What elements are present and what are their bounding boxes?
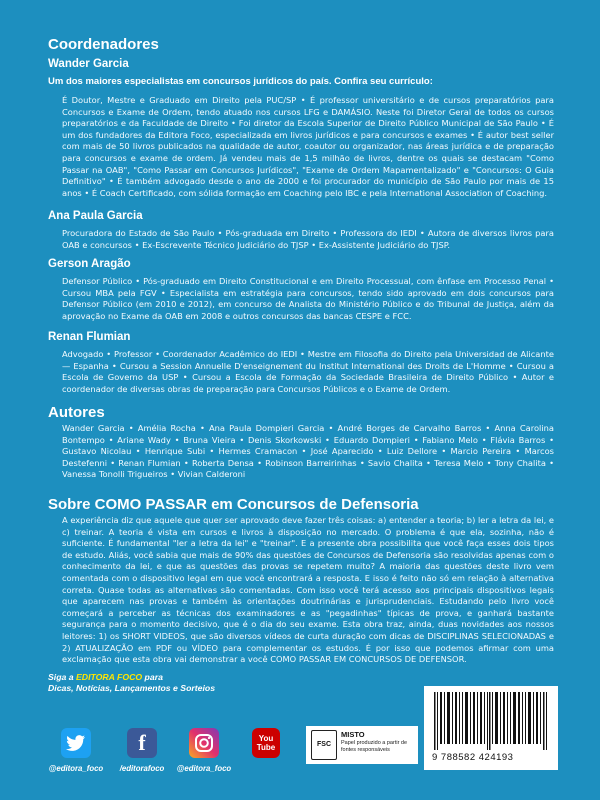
fsc-label <box>306 726 418 764</box>
youtube-icon[interactable] <box>252 728 280 758</box>
twitter-icon[interactable] <box>61 728 91 758</box>
twitter-handle: @editora_foco <box>48 764 104 773</box>
gerson-bio: Defensor Público • Pós-graduado em Direito Constitucional e em Direito Processual, com ênfase em Processo Penal • Cursou MBA pela FGV • Especialista em estratégia para concursos, tendo sido aprovado em dois concursos para Defensor Público (em 2010 e 2012), em concurso de Analista do Ministério Público e do Tribunal de Justiça, além da aprovação no Exame da OAB em 2008 e outros concursos das bancas CESPE e FCC. <box>62 276 554 321</box>
ana-name: Ana Paula Garcia <box>48 210 143 222</box>
facebook-handle: /editorafoco <box>119 764 165 773</box>
youtube-glyph: You Tube <box>256 734 276 752</box>
coordenadores-title: Coordenadores <box>48 36 159 53</box>
autores-list: Wander Garcia • Amélia Rocha • Ana Paula Dompieri Garcia • André Borges de Carvalho Barros • Anna Carolina Bontempo • Ariane Wady • Bruna Vieira • Denis Skorkowski • Eduardo Dompieri • Fabiano Melo • Flávia Barros • Gustavo Nicolau • Henrique Subi • Hermes Cramacon • José Aparecido • Luiz Dellore • Marcio Pereira • Marcos Destefenni • Renan Flumian • Roberta Densa • Robinson Barreirinhas • Savio Chalita • Teresa Melo • Tony Chalita • Vanessa Tonolli Trigueiros • Vivian Calderoni <box>62 423 554 480</box>
brand-name: EDITORA FOCO <box>76 672 143 682</box>
autores-title: Autores <box>48 404 105 421</box>
ana-bio: Procuradora do Estado de São Paulo • Pós-graduada em Direito • Professora do IEDI • Autora de diversos livros para OAB e concursos • Ex-Escrevente Técnico Judiciário do TJSP • Ex-Assistente Judiciário do TJSP. <box>62 228 554 250</box>
follow-line2: Dicas, Notícias, Lançamentos e <box>48 683 181 693</box>
barcode-bars <box>434 692 548 750</box>
follow-prefix: Siga a <box>48 672 77 682</box>
social-instagram[interactable] <box>174 728 234 773</box>
sobre-text: A experiência diz que aquele que quer ser aprovado deve fazer três coisas: a) entender a teoria; b) ler a letra da lei, e c) treinar. A teoria é vista em cursos e livros à disposição no mercado. O problema é que ela, sozinha, não é suficiente. É fundamental "ler a letra da lei" e "treinar". E a presente obra possibilita que você faça esses dois tipos de estudo. Aliás, você sabia que mais de 90% das questões de Concursos de Defensoria são resolvidas apenas com o conhecimento da lei, e que as questões das provas se repetem muito? A maioria das questões deste livro vem comentada com o dispositivo legal em que você encontrará a resposta. E isso é feito não só em relação à alternativa correta. Quase todas as alternativas são comentadas. Com isso você terá acesso aos principais dispositivos legais que aparecem nas provas e também às orientações doutrinárias e jurisprudenciais. Estudando pelo livro você começará a perceber as técnicas dos examinadores e as "pegadinhas" típicas de prova, e ganhará bastante segurança para o momento decisivo, que é o dia do seu exame. Esta obra traz, ainda, duas novidades aos nossos leitores: 1) os SHORT VIDEOS, que são diversos vídeos de curta duração com dicas de DISCIPLINAS SELECIONADAS e 2) ATUALIZAÇÃO em PDF ou VÍDEO para complementar os estudos. É por isso que podemos afirmar com uma exclamação que esta obra vai demonstrar a você COMO PASSAR EM CONCURSOS DE DEFENSOR. <box>62 515 554 665</box>
social-youtube[interactable] <box>236 728 296 758</box>
facebook-glyph: f <box>138 730 146 755</box>
isbn-number: 9 788582 424193 <box>432 752 514 763</box>
fsc-logo-icon: FSC <box>311 730 337 760</box>
gerson-name: Gerson Aragão <box>48 258 131 270</box>
follow-suffix: para <box>142 672 163 682</box>
renan-bio: Advogado • Professor • Coordenador Acadêmico do IEDI • Mestre em Filosofia do Direito pela Universidad de Alicante — Espanha • Cursou a Session Annuelle D'enseignement du Institut International des Droits de L'Homme • Cursou a Escola de Governo da USP • Cursou a Escola de Formação da Sociedade Brasileira de Direito Público • Autor e coordenador de diversas obras de preparação para Concursos Públicos e o Exame de Ordem. <box>62 349 554 394</box>
follow-text <box>48 672 284 694</box>
barcode <box>424 686 558 770</box>
wander-bio: É Doutor, Mestre e Graduado em Direito pela PUC/SP • É professor universitário e de cursos preparatórios para Concursos e Exame de Ordem, tendo atuado nos cursos LFG e DAMÁSIO. Neste foi Diretor Geral de todos os cursos preparatórios e da Faculdade de Direito • Foi diretor da Escola Superior de Direito Público Municipal de São Paulo • É um dos fundadores da Editora Foco, especializada em livros jurídicos e para concursos e exames • É autor best seller com mais de 50 livros publicados na qualidade de autor, coautor ou organizador, nas áreas jurídica e de preparação para concursos e exame de ordem. Já vendeu mais de 1,5 milhão de livros, dentre os quais se destacam "Como Passar na OAB", "Como Passar em Concursos Jurídicos", "Exame de Ordem Mapamentalizado" e "Concursos: O Guia Definitivo" • É também advogado desde o ano de 2000 e foi procurador do município de São Paulo por mais de 15 anos • É Coach Certificado, com sólida formação em Coaching pelo IBC e pela International Association of Coaching. <box>62 95 554 198</box>
social-facebook[interactable] <box>112 728 172 773</box>
fsc-sub: Papel produzido a partir de fontes responsáveis <box>341 740 408 753</box>
renan-name: Renan Flumian <box>48 331 131 343</box>
sobre-title: Sobre COMO PASSAR em Concursos de Defensoria <box>48 496 419 513</box>
follow-line2-sorteios: Sorteios <box>180 683 216 693</box>
facebook-icon[interactable] <box>127 728 157 758</box>
fsc-misto: MISTO <box>341 730 365 739</box>
wander-name: Wander Garcia <box>48 58 129 70</box>
wander-lead: Um dos maiores especialistas em concursos jurídicos do país. Confira seu currículo: <box>48 76 433 87</box>
instagram-handle: @editora_foco <box>176 764 232 773</box>
social-twitter[interactable] <box>46 728 106 773</box>
instagram-icon[interactable] <box>189 728 219 758</box>
